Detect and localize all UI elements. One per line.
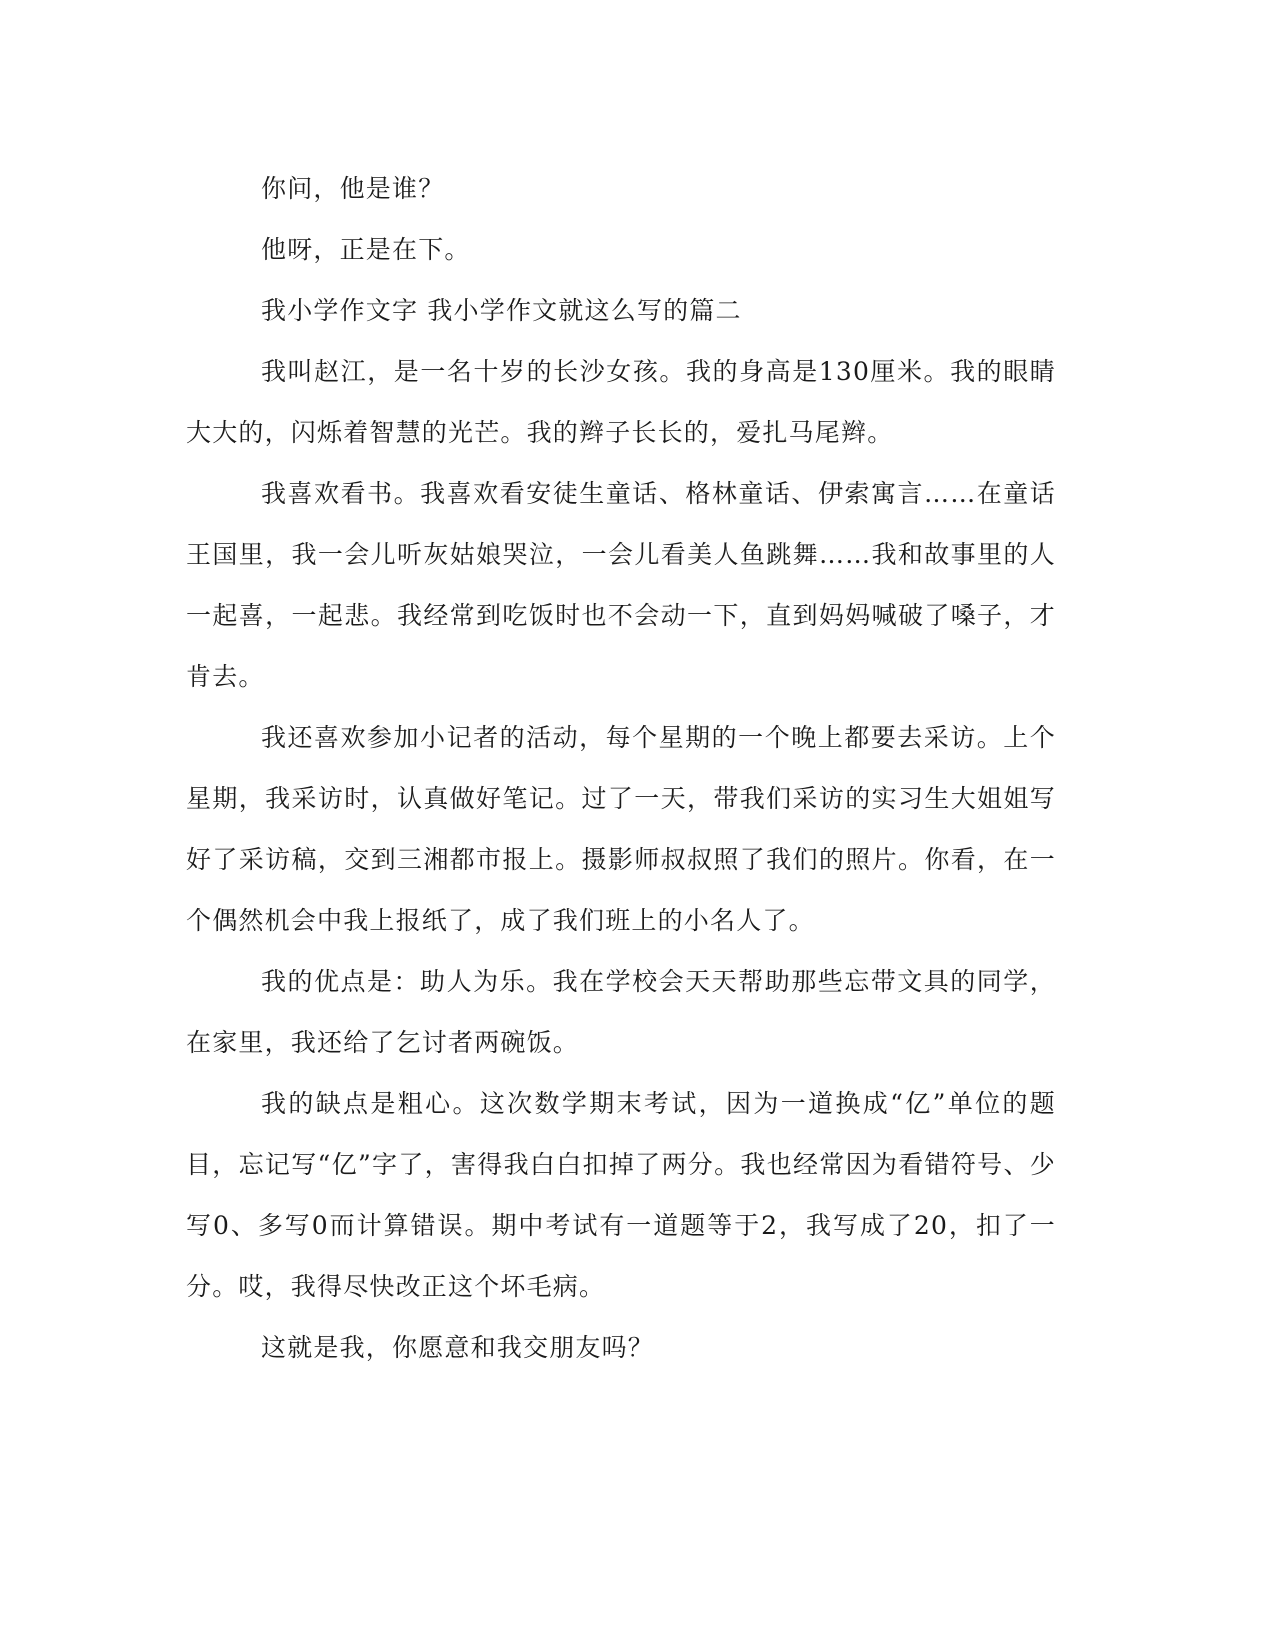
- paragraph-weakness: 我的缺点是粗心。这次数学期末考试，因为一道换成“亿”单位的题目，忘记写“亿”字了，害得我白白扣掉了两分。我也经常因为看错符号、少写0、多写0而计算错误。期中考试有一道题等于2，我写成了20，扣了一分。哎，我得尽快改正这个坏毛病。: [186, 1089, 1056, 1301]
- paragraph-strength: 我的优点是：助人为乐。我在学校会天天帮助那些忘带文具的同学，在家里，我还给了乞讨者两碗饭。: [186, 967, 1056, 1057]
- paragraph-reporter: 我还喜欢参加小记者的活动，每个星期的一个晚上都要去采访。上个星期，我采访时，认真做好笔记。过了一天，带我们采访的实习生大姐姐写好了采访稿，交到三湘都市报上。摄影师叔叔照了我们的照片。你看，在一个偶然机会中我上报纸了，成了我们班上的小名人了。: [186, 723, 1056, 935]
- paragraph-question: 你问，他是谁？: [261, 174, 445, 203]
- section-heading: 我小学作文字 我小学作文就这么写的篇二: [261, 296, 742, 325]
- paragraph-closing: 这就是我，你愿意和我交朋友吗？: [261, 1333, 655, 1362]
- paragraph-intro: 我叫赵江，是一名十岁的长沙女孩。我的身高是130厘米。我的眼睛大大的，闪烁着智慧的光芒。我的辫子长长的，爱扎马尾辫。: [186, 357, 1056, 447]
- paragraph-answer: 他呀，正是在下。: [261, 235, 471, 264]
- document-page: [186, 158, 1056, 1378]
- paragraph-reading: 我喜欢看书。我喜欢看安徒生童话、格林童话、伊索寓言……在童话王国里，我一会儿听灰姑娘哭泣，一会儿看美人鱼跳舞……我和故事里的人一起喜，一起悲。我经常到吃饭时也不会动一下，直到妈妈喊破了嗓子，才肯去。: [186, 479, 1056, 691]
